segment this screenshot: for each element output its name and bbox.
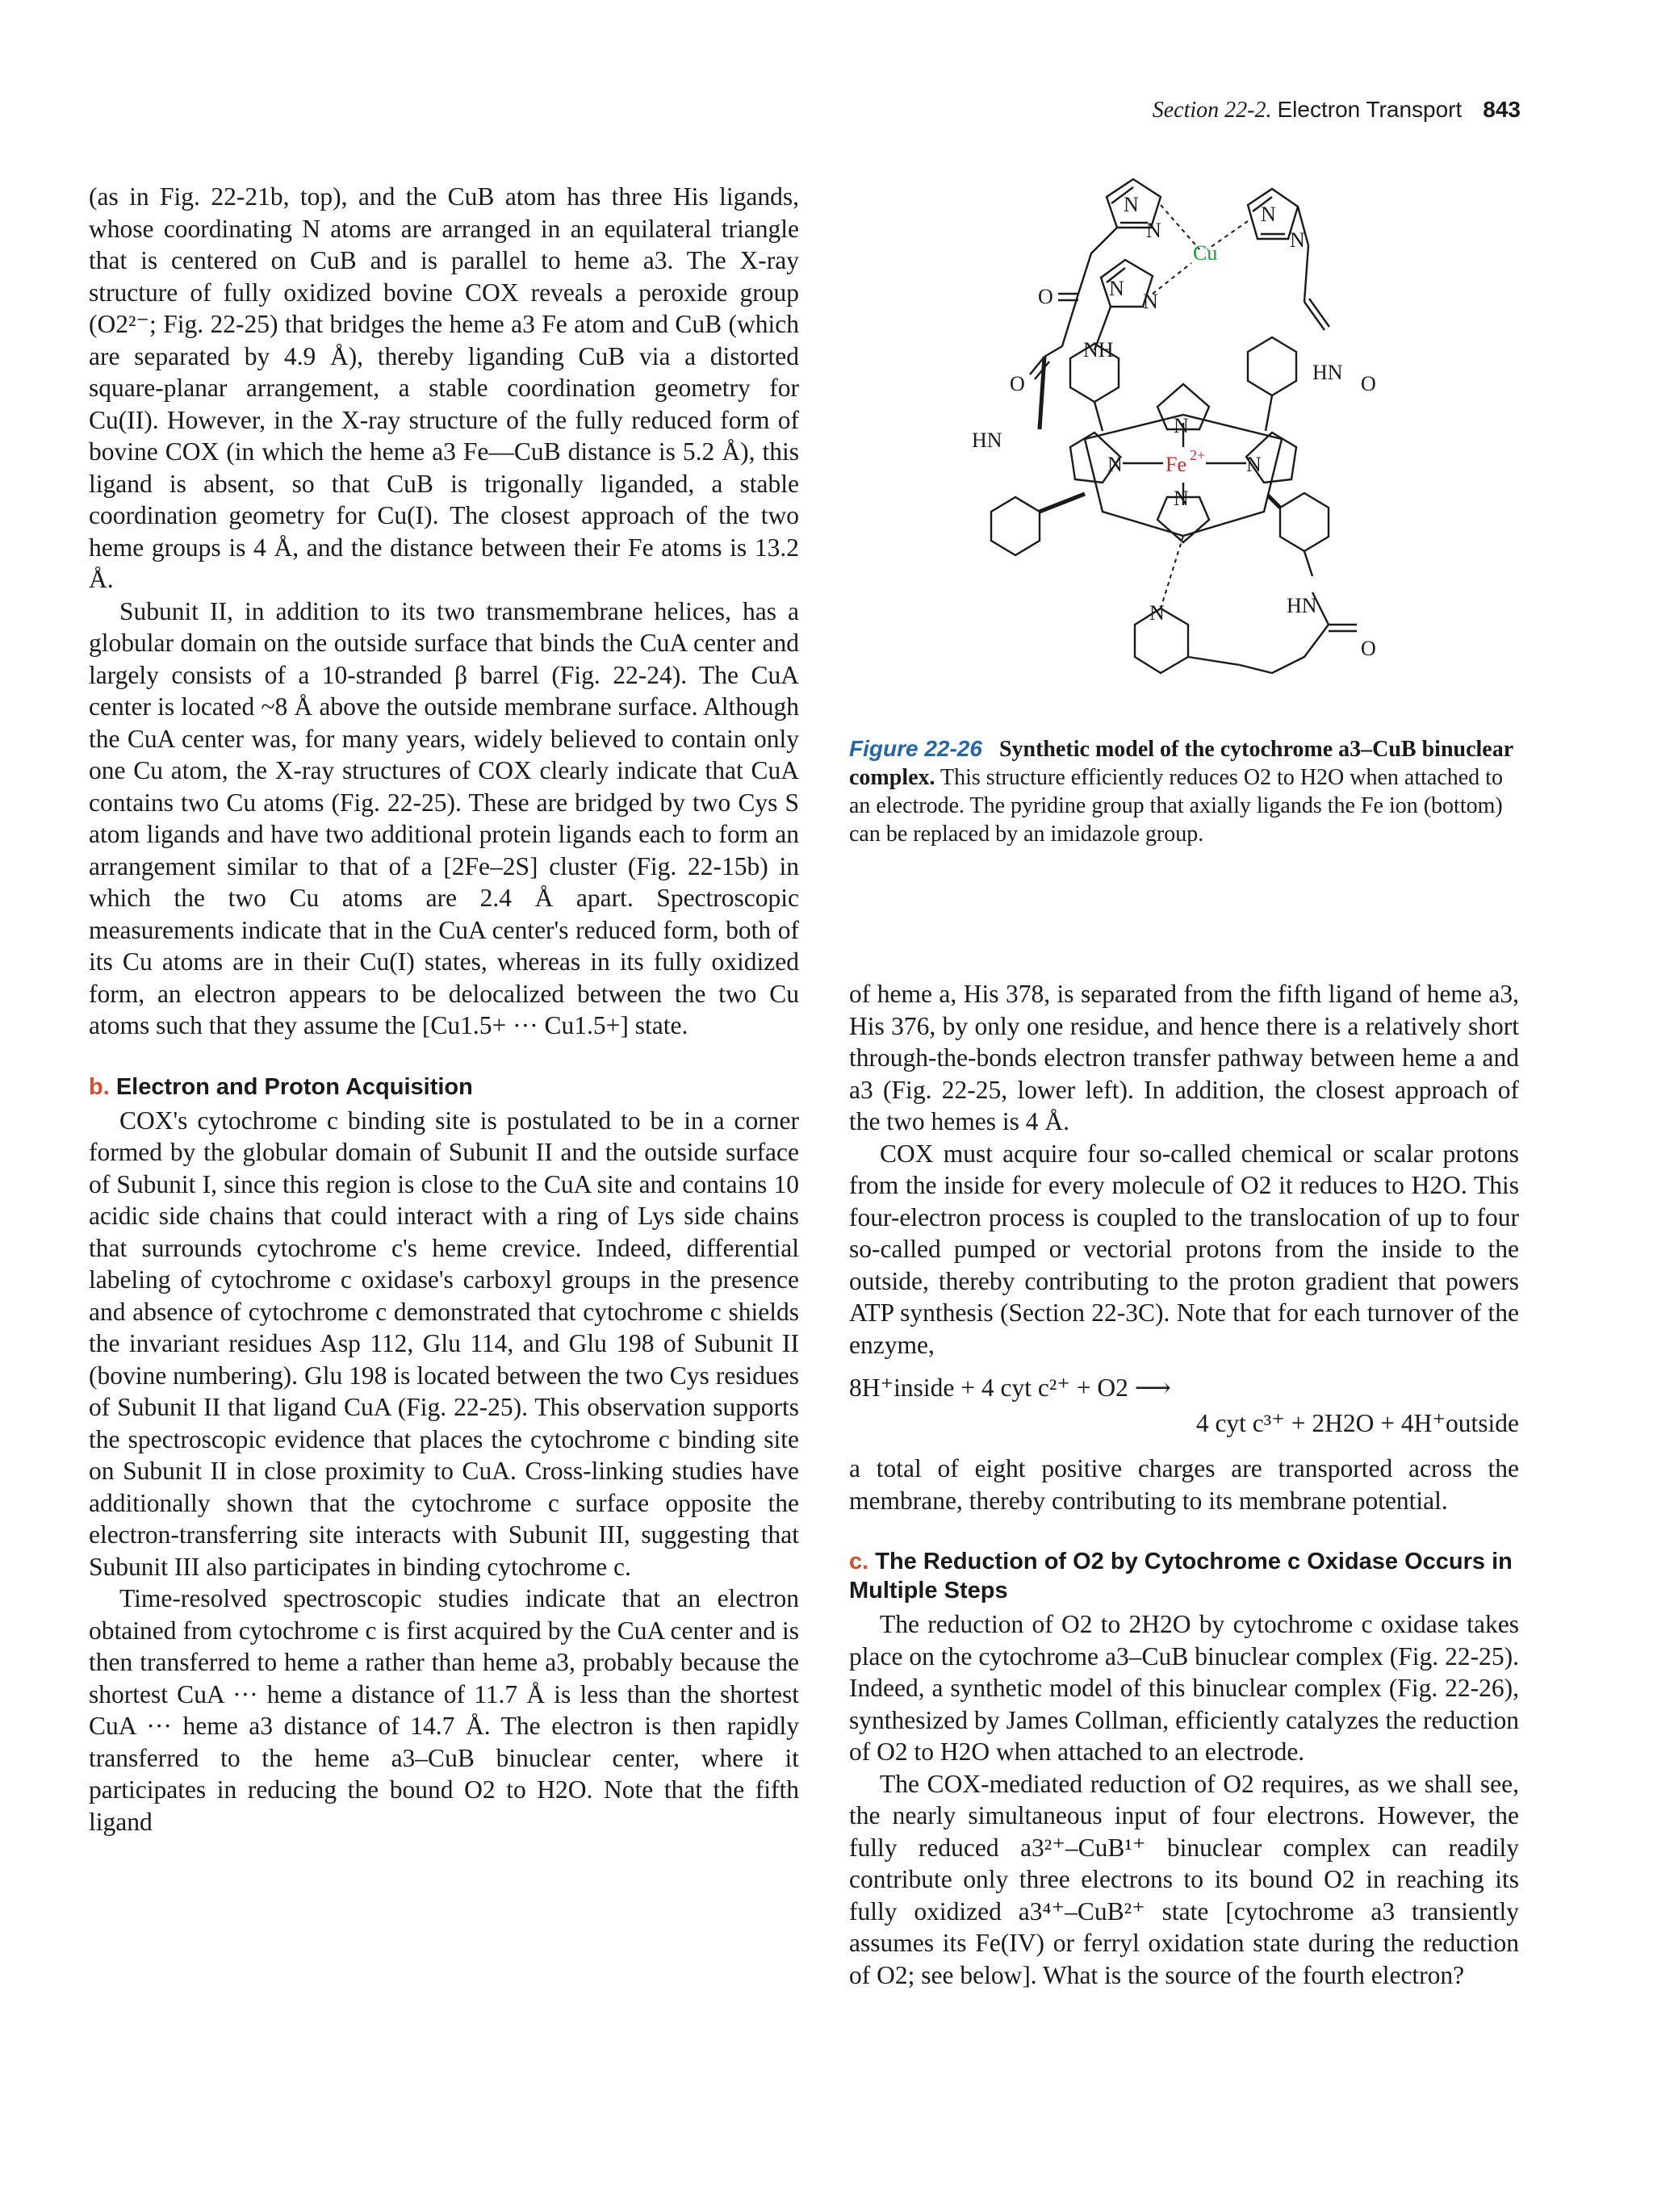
atom-nh: NH <box>1083 338 1114 362</box>
atom-n: N <box>1290 228 1305 252</box>
atom-n: N <box>1246 453 1262 476</box>
paragraph: Subunit II, in addition to its two transmembrane helices, has a globular domain on the outside surface that binds the CuA center and largely consists of a 10-stranded β barrel (Fig. 22-24). The CuA center is located ~8 Å above the outside membrane surface. Although the CuA center was, for many years, widely believed to contain only one Cu atom, the X-ray structures of COX clearly indicate that CuA contains two Cu atoms (Fig. 22-25). These are bridged by two Cys S atom ligands and have two additional protein ligands each to form an arrangement similar to that of a [2Fe–2S] cluster (Fig. 22-15b) in which the two Cu atoms are 2.4 Å apart. Spectroscopic measurements indicate that in the CuA center's reduced form, both of its Cu atoms are in their Cu(I) states, whereas in its fully oxidized form, an electron appears to be delocalized between the two Cu atoms such that they assume the [Cu1.5+ ··· Cu1.5+] state. <box>89 596 799 1039</box>
atom-n: N <box>1146 219 1161 242</box>
atom-o: O <box>1038 285 1053 308</box>
fe-charge: 2+ <box>1190 447 1206 463</box>
atom-o: O <box>1010 372 1025 395</box>
atom-n: N <box>1174 414 1189 437</box>
figure-label: Figure 22-26 <box>849 736 982 761</box>
equation-line-2: 4 cyt c³⁺ + 2H2O + 4H⁺outside <box>1195 1409 1519 1437</box>
paragraph: (as in Fig. 22-21b, top), and the CuB atom has three His ligands, whose coordinating N atoms are arranged in an equilateral triangle that is centered on CuB and is parallel to heme a3. The X-ray structure of fully oxidized bovine COX reveals a peroxide group (O2²⁻; Fig. 22-25) that bridges the heme a3 Fe atom and CuB (which are separated by 4.9 Å), thereby liganding CuB via a distorted square-planar arrangement, a stable coordination geometry for Cu(II). However, in the X-ray structure of the fully reduced form of bovine COX (in which the heme a3 Fe—CuB distance is 5.2 Å), this ligand is absent, so that CuB is trigonally liganded, a stable coordination geometry for Cu(I). The closest approach of the two heme groups is 4 Å, and the distance between their Fe atoms is 13.2 Å. <box>89 182 799 593</box>
section-heading-b: b. Electron and Proton Acquisition <box>89 1073 473 1100</box>
paragraph: Time-resolved spectroscopic studies indicate that an electron obtained from cytochrome c is first acquired by the CuA center and is then transferred to heme a rather than heme a3, probably because the shortest CuA ··· heme a distance of 11.7 Å is less than the shortest CuA ··· heme a3 distance of 14.7 Å. The electron is then rapidly transferred to the heme a3–CuB binuclear center, where it participates in reducing the bound O2 to H2O. Note that the fifth ligand <box>89 1584 799 1836</box>
running-header <box>1153 97 1521 123</box>
paragraph: The reduction of O2 to 2H2O by cytochrome c oxidase takes place on the cytochrome a3–CuB binuclear complex (Fig. 22-25). Indeed, a synthetic model of this binuclear complex (Fig. 22-26), synthesized by James Collman, efficiently catalyzes the reduction of O2 to H2O when attached to an electrode. <box>849 1610 1519 1766</box>
equation-line-1: 8H⁺inside + 4 cyt c²⁺ + O2 ⟶ <box>849 1374 1171 1402</box>
figure-caption <box>849 734 1519 848</box>
atom-n: N <box>1107 453 1123 476</box>
atom-o: O <box>1361 637 1376 660</box>
atom-n: N <box>1174 487 1189 510</box>
atom-hn: HN <box>1287 594 1317 617</box>
paragraph: The COX-mediated reduction of O2 requires, as we shall see, the nearly simultaneous input of four electrons. However, the fully reduced a3²⁺–CuB¹⁺ binuclear complex can readily contribute only three electrons to its bound O2 in reaching its fully oxidized a3⁴⁺–CuB²⁺ state [cytochrome a3 transiently assumes its Fe(IV) or ferryl oxidation state during the reduction of O2; see below]. What is the source of the fourth electron? <box>849 1769 1519 1989</box>
paragraph: a total of eight positive charges are transported across the membrane, thereby contributing to its membrane potential. <box>849 1454 1519 1515</box>
atom-n: N <box>1109 277 1124 300</box>
paragraph: of heme a, His 378, is separated from the fifth ligand of heme a3, His 376, by only one residue, and hence there is a relatively short through-the-bonds electron transfer pathway between heme a and a3 (Fig. 22-25, lower left). In addition, the closest approach of the two hemes is 4 Å. <box>849 980 1519 1135</box>
paragraph: COX's cytochrome c binding site is postulated to be in a corner formed by the globular domain of Subunit II and the outside surface of Subunit I, since this region is close to the CuA site and contains 10 acidic side chains that could interact with a ring of Lys side chains that surrounds cytochrome c's heme crevice. Indeed, differential labeling of cytochrome c oxidase's carboxyl groups in the presence and absence of cytochrome c demonstrated that cytochrome c shields the invariant residues Asp 112, Glu 114, and Glu 198 of Subunit II (bovine numbering). Glu 198 is located between the two Cys residues of Subunit II that ligand CuA (Fig. 22-25). This observation supports the spectroscopic evidence that places the cytochrome c binding site on Subunit II in close proximity to CuA. Cross-linking studies have additionally shown that the cytochrome c surface opposite the electron-transferring site interacts with Subunit III, suggesting that Subunit III also participates in binding cytochrome c. <box>89 1106 799 1581</box>
header-section: Section 22-2. Electron Transport <box>1152 97 1463 123</box>
atom-cu: Cu <box>1193 241 1218 265</box>
atom-n: N <box>1261 203 1276 226</box>
atom-o: O <box>1361 372 1376 395</box>
atom-fe: Fe <box>1165 453 1186 476</box>
figure-title: Synthetic model of the cytochrome a3–CuB binuclear complex. <box>849 737 1513 790</box>
figure-synthetic-model <box>949 173 1409 693</box>
page-number: 843 <box>1483 97 1521 122</box>
left-column <box>89 181 799 1838</box>
atom-n: N <box>1143 290 1158 313</box>
figure-caption-text: This structure efficiently reduces O2 to H2O when attached to an electrode. The pyridine group that axially ligands the Fe ion (bottom) can be replaced by an imidazole group. <box>849 765 1503 847</box>
atom-hn: HN <box>972 429 1002 452</box>
paragraph: COX must acquire four so-called chemical or scalar protons from the inside for every molecule of O2 it reduces to H2O. This four-electron process is coupled to the translocation of up to four so-called pumped or vectorial protons from the inside to the outside, thereby contributing to the proton gradient that powers ATP synthesis (Section 22-3C). Note that for each turnover of the enzyme, <box>849 1139 1519 1359</box>
reaction-equation <box>849 1365 1519 1446</box>
atom-n: N <box>1149 601 1165 625</box>
section-heading-c: c. The Reduction of O2 by Cytochrome c Oxidase Occurs in Multiple Steps <box>849 1549 1513 1604</box>
atom-n: N <box>1124 193 1139 216</box>
chemical-structure-diagram <box>949 173 1409 693</box>
right-column <box>849 978 1519 1991</box>
atom-hn: HN <box>1312 361 1343 384</box>
